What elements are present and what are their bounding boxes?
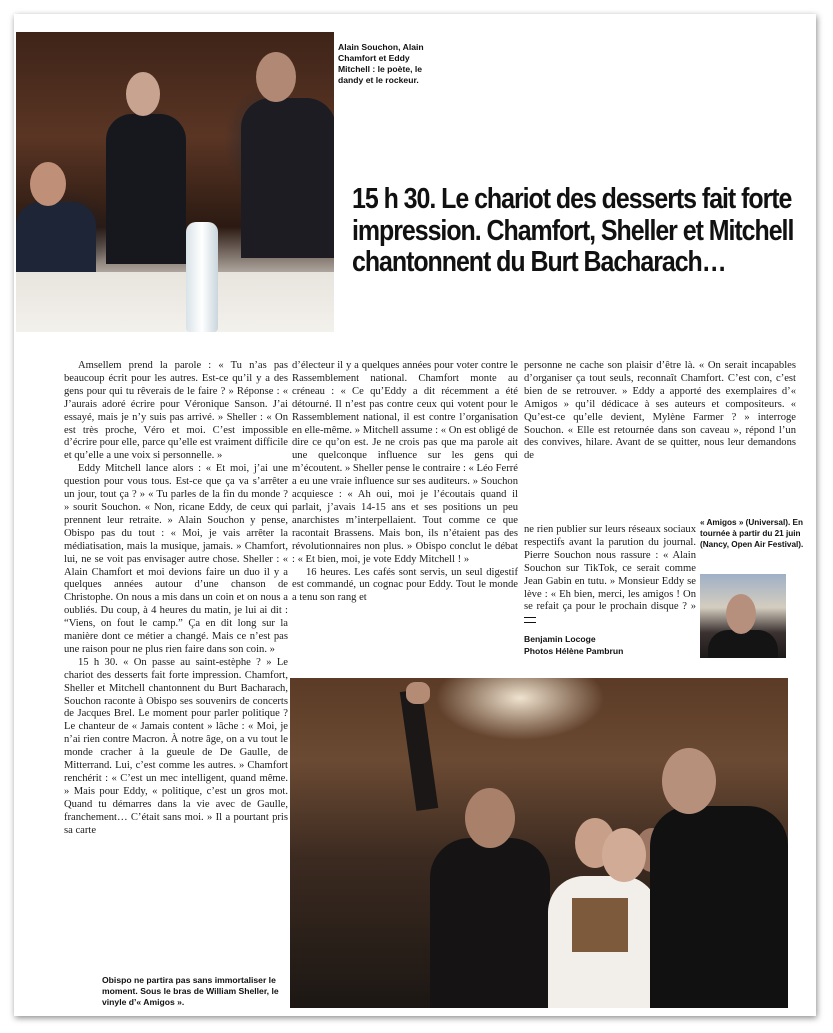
album-caption: « Amigos » (Universal). En tournée à partir du 21 juin (Nancy, Open Air Festival).	[700, 518, 804, 549]
album-figure-coat	[708, 630, 778, 658]
paragraph-text: ne rien publier sur leurs réseaux sociaux respectifs avant la parution du journal. Pierre Souchon nous rassure : « Alain Souchon sur TikTok, ce serait comme Jean Gabin en tutu. » Monsieur Eddy se lève : « Eh bien, merci, les amigos ! On se refait ça pour le prochain disque ? »	[524, 524, 696, 613]
paragraph: Amsellem prend la parole : « Tu n’as pas beaucoup écrit pour les autres. Est-ce qu’il y a des gens pour qui tu rêverais de le faire ? » Réponse : « J’aurais adoré écrire pour Véronique Sanson. J’ai essayé, mais je n’y suis pas arrivé. » Sheller : « On est très proche, Véro et moi. C’est impossible d’écrire pour elle, parce qu’elle est vraiment difficile et qu’elle a une voix si personnelle. »	[64, 360, 288, 462]
text-column-3	[524, 360, 796, 524]
table-cloth	[16, 272, 334, 332]
paragraph: personne ne cache son plaisir d’être là. « On serait incapables d’organiser ça tout seuls, reconnaît Chamfort. C’est con, c’est bien de se retrouver. » Eddy a apporté des exemplaires d’« Amigos » qu’il dédicace à ses auteurs et compositeurs. « Qu’est-ce qu’elle devient, Mylène Farmer ? » interroge Souchon. « Elle est retournée dans son caveau », répond l’un des convives, hilare. Avant de se quitter, nous leur demandons de	[524, 360, 796, 462]
text-column-1	[64, 360, 288, 972]
album-figure-face	[726, 594, 756, 634]
byline	[524, 633, 704, 657]
figure-chamfort	[106, 114, 186, 264]
raised-fist	[406, 682, 430, 704]
end-mark-icon	[524, 617, 536, 623]
magazine-page	[14, 14, 816, 1016]
photo-credit: Photos Hélène Pambrun	[524, 646, 624, 656]
figure-obispo-head	[465, 788, 515, 848]
figure-mitchell	[241, 98, 334, 258]
photo-caption-bottom: Obispo ne partira pas sans immortaliser le moment. Sous le bras de William Sheller, le vinyle d’« Amigos ».	[102, 975, 279, 1008]
paragraph: 15 h 30. « On passe au saint-estèphe ? » Le chariot des desserts fait forte impression. Chamfort, Sheller et Mitchell chantonnent du Burt Bacharach, Souchon raconte à Obispo ses souvenirs de concerts de Jacques Brel. Le moment pour parler politique ? Le chanteur de « Jamais content » lâche : « Moi, je n’ai rien contre Macron. À notre âge, on a vu tout le monde cracher à la gueule de De Gaulle, de Mitterrand. Lui, c’est comme les autres. » Chamfort renchérit : « C’est un mec intelligent, quand même. » Mais pour Eddy, « politique, c’est un gros mot. Quand tu démarres dans la vie avec de Gaulle, franchement… C’était sans moi. » Il a pourtant pris sa carte	[64, 656, 288, 836]
author-name: Benjamin Locoge	[524, 634, 596, 644]
album-cover-image	[700, 574, 786, 658]
photo-obispo-selfie	[290, 678, 788, 1008]
figure-mitchell-head	[256, 52, 296, 102]
water-bottle	[186, 222, 218, 332]
paragraph: Eddy Mitchell lance alors : « Et moi, j’ai une question pour vous tous. Est-ce que ça va s’arrêter un jour, tout ça ? » « Tu parles de la fin du monde ? » sourit Souchon. « Non, ricane Eddy, de ceux qui prennent leur retraite. » Alain Souchon y pense, Obispo pas du tout : « Moi, je vais arrêter la médiatisation, mais la musique, jamais. » Chamfort, lui, ne se voit pas envisager autre chose. Sheller : « Alain Chamfort et moi devions faire un duo il y a quelques années autour d’une chanson de Christophe. On nous a mis dans un coin et on nous a oubliés. Du coup, à 4 heures du matin, je lui ai dit : “Viens, on fout le camp.” Ça en dit long sur la manière dont ce métier a changé. Mais ce n’est pas une raison pour ne plus rien faire dans son coin. »	[64, 463, 288, 655]
photo-souchon-chamfort-mitchell	[16, 32, 334, 332]
figure-sheller-head	[602, 828, 646, 882]
figure-mitchell-bottom-head	[662, 748, 716, 814]
figure-mitchell-bottom	[650, 806, 788, 1008]
article-headline: 15 h 30. Le chariot des desserts fait forte impression. Chamfort, Sheller et Mitchell chantonnent du Burt Bacharach…	[352, 183, 794, 278]
figure-chamfort-head	[126, 72, 160, 116]
raised-arm	[400, 689, 438, 811]
figure-obispo	[430, 838, 550, 1008]
text-column-2	[292, 360, 518, 680]
paragraph: d’électeur il y a quelques années pour voter contre le Rassemblement national. Chamfort monte au créneau : « Ce qu’Eddy a dit récemment a été détourné. Il n’est pas contre ceux qui votent pour le Rassemblement national, il est contre l’organisation en elle-même. » Mitchell assume : « On est obligé de dire ce qu’on est. Je ne crois pas que ma parole ait une quelconque influence sur les gens qui m’écoutent. » Sheller pense le contraire : « Léo Ferré a eu une vraie influence sur ses auditeurs. » Souchon acquiesce : « Ah oui, moi je l’écoutais quand il parlait, j’avais 14-15 ans et ses positions un peu anarchistes m’interpellaient. Tout comme ce que racontait Brassens. Mais bon, ils n’étaient pas des révolutionnaires non plus. » Obispo conclut le débat : « Et bien, moi, je vote Eddy Mitchell ! »	[292, 360, 518, 565]
photo-caption-top: Alain Souchon, Alain Chamfort et Eddy Mitchell : le poète, le dandy et le rockeur.	[338, 42, 424, 85]
figure-souchon-head	[30, 162, 66, 206]
paragraph	[524, 524, 696, 627]
amigos-vinyl	[572, 898, 628, 952]
paragraph: 16 heures. Les cafés sont servis, un seul digestif est commandé, un cognac pour Eddy. Tout le monde a tenu son rang et	[292, 566, 518, 604]
